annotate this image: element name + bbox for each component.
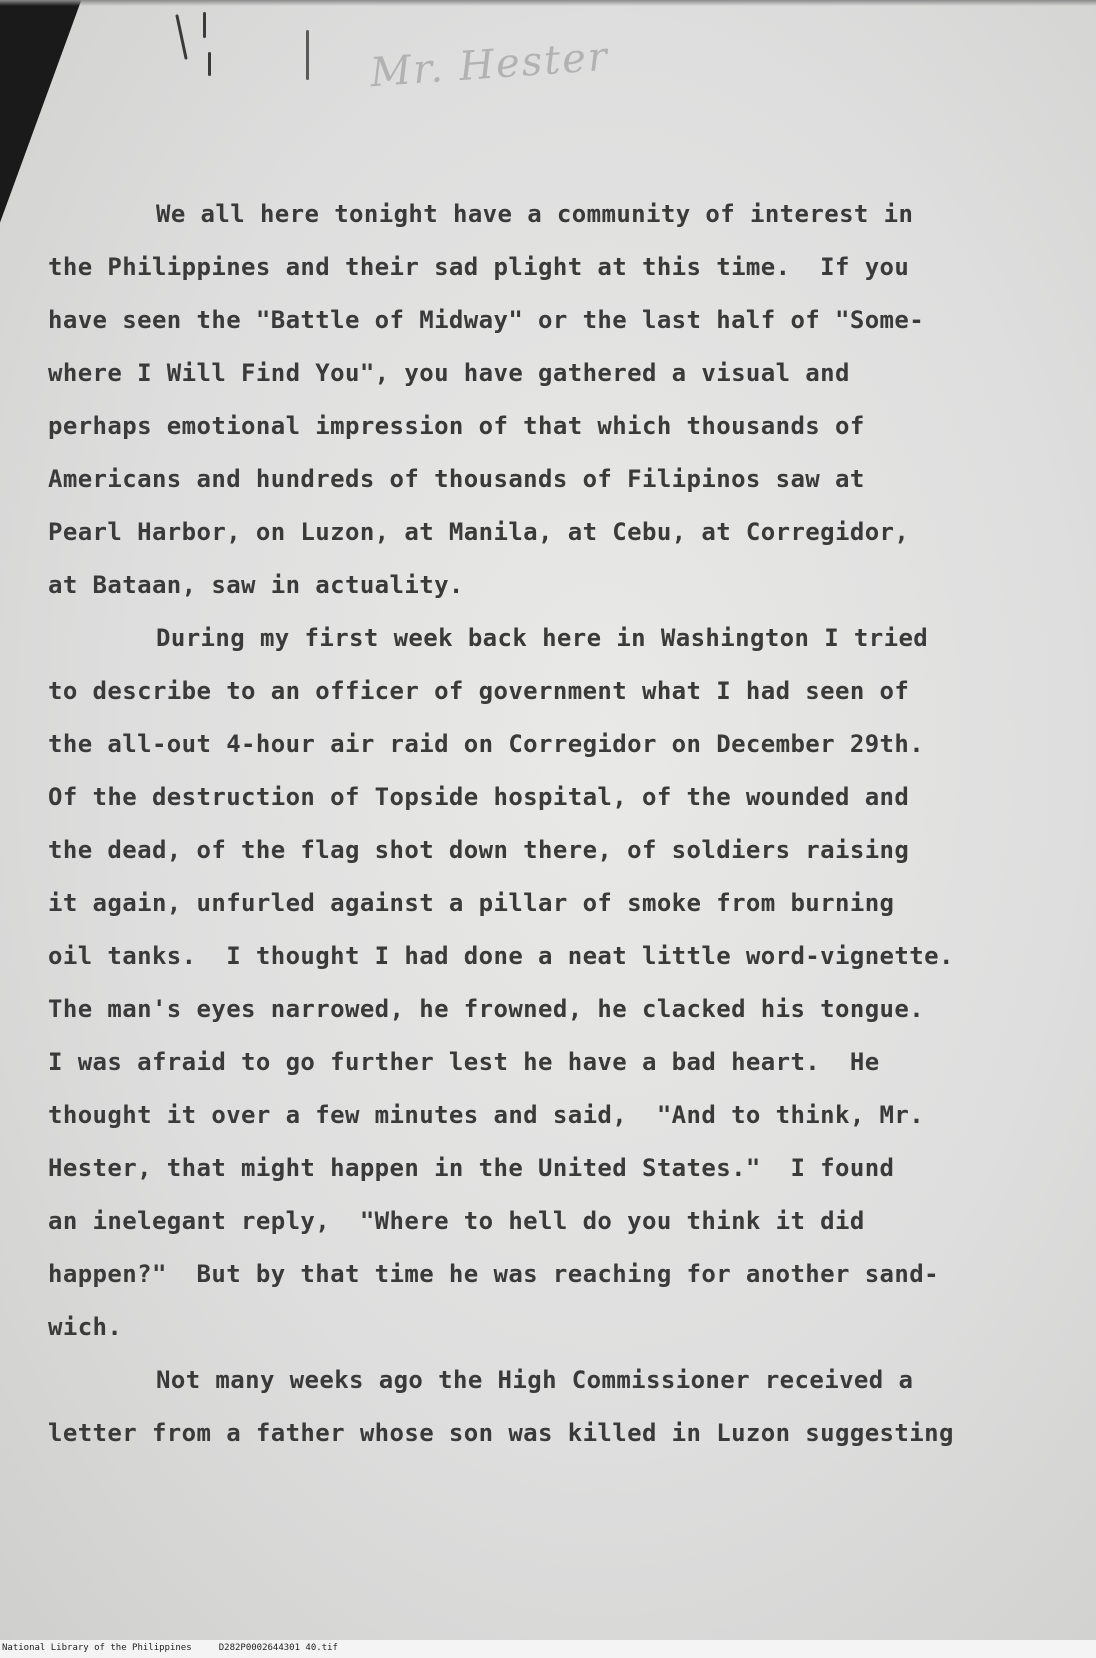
paragraph-2 — [48, 612, 1058, 1354]
punch-mark — [208, 52, 211, 76]
text-line: have seen the "Battle of Midway" or the last half of "Some- — [48, 306, 925, 334]
text-line: Pearl Harbor, on Luzon, at Manila, at Cebu, at Corregidor, — [48, 518, 910, 546]
scan-top-edge — [0, 0, 1096, 6]
archive-footer-text: National Library of the Philippines D282P0002644301 40.tif — [2, 1643, 338, 1653]
text-line: We all here tonight have a community of interest in — [156, 200, 914, 228]
text-line: perhaps emotional impression of that which thousands of — [48, 412, 865, 440]
text-line: the all-out 4-hour air raid on Corregidor on December 29th. — [48, 730, 925, 758]
handwritten-annotation: Mr. Hester — [368, 33, 611, 97]
text-line: letter from a father whose son was killed in Luzon suggesting — [48, 1419, 954, 1447]
text-line: Americans and hundreds of thousands of Filipinos saw at — [48, 465, 865, 493]
text-line: The man's eyes narrowed, he frowned, he clacked his tongue. — [48, 995, 925, 1023]
text-line: at Bataan, saw in actuality. — [48, 571, 464, 599]
text-line: it again, unfurled against a pillar of smoke from burning — [48, 889, 895, 917]
typed-letter-body — [48, 188, 1058, 1460]
text-line: the Philippines and their sad plight at this time. If you — [48, 253, 910, 281]
punch-mark — [306, 30, 309, 80]
punch-mark — [203, 12, 206, 38]
text-line: thought it over a few minutes and said, "And to think, Mr. — [48, 1101, 925, 1129]
paragraph-1 — [48, 188, 1058, 612]
text-line: Hester, that might happen in the United States." I found — [48, 1154, 895, 1182]
text-line: happen?" But by that time he was reaching for another sand- — [48, 1260, 939, 1288]
text-line: where I Will Find You", you have gathered a visual and — [48, 359, 850, 387]
paragraph-3 — [48, 1354, 1058, 1460]
text-line: to describe to an officer of government what I had seen of — [48, 677, 910, 705]
archive-footer — [0, 1640, 1096, 1658]
text-line: Of the destruction of Topside hospital, of the wounded and — [48, 783, 910, 811]
punch-mark — [175, 14, 187, 60]
text-line: an inelegant reply, "Where to hell do you think it did — [48, 1207, 865, 1235]
text-line: I was afraid to go further lest he have a bad heart. He — [48, 1048, 880, 1076]
text-line: the dead, of the flag shot down there, of soldiers raising — [48, 836, 910, 864]
text-line: oil tanks. I thought I had done a neat little word-vignette. — [48, 942, 954, 970]
text-line: During my first week back here in Washington I tried — [156, 624, 929, 652]
text-line: wich. — [48, 1313, 123, 1341]
text-line: Not many weeks ago the High Commissioner received a — [156, 1366, 914, 1394]
